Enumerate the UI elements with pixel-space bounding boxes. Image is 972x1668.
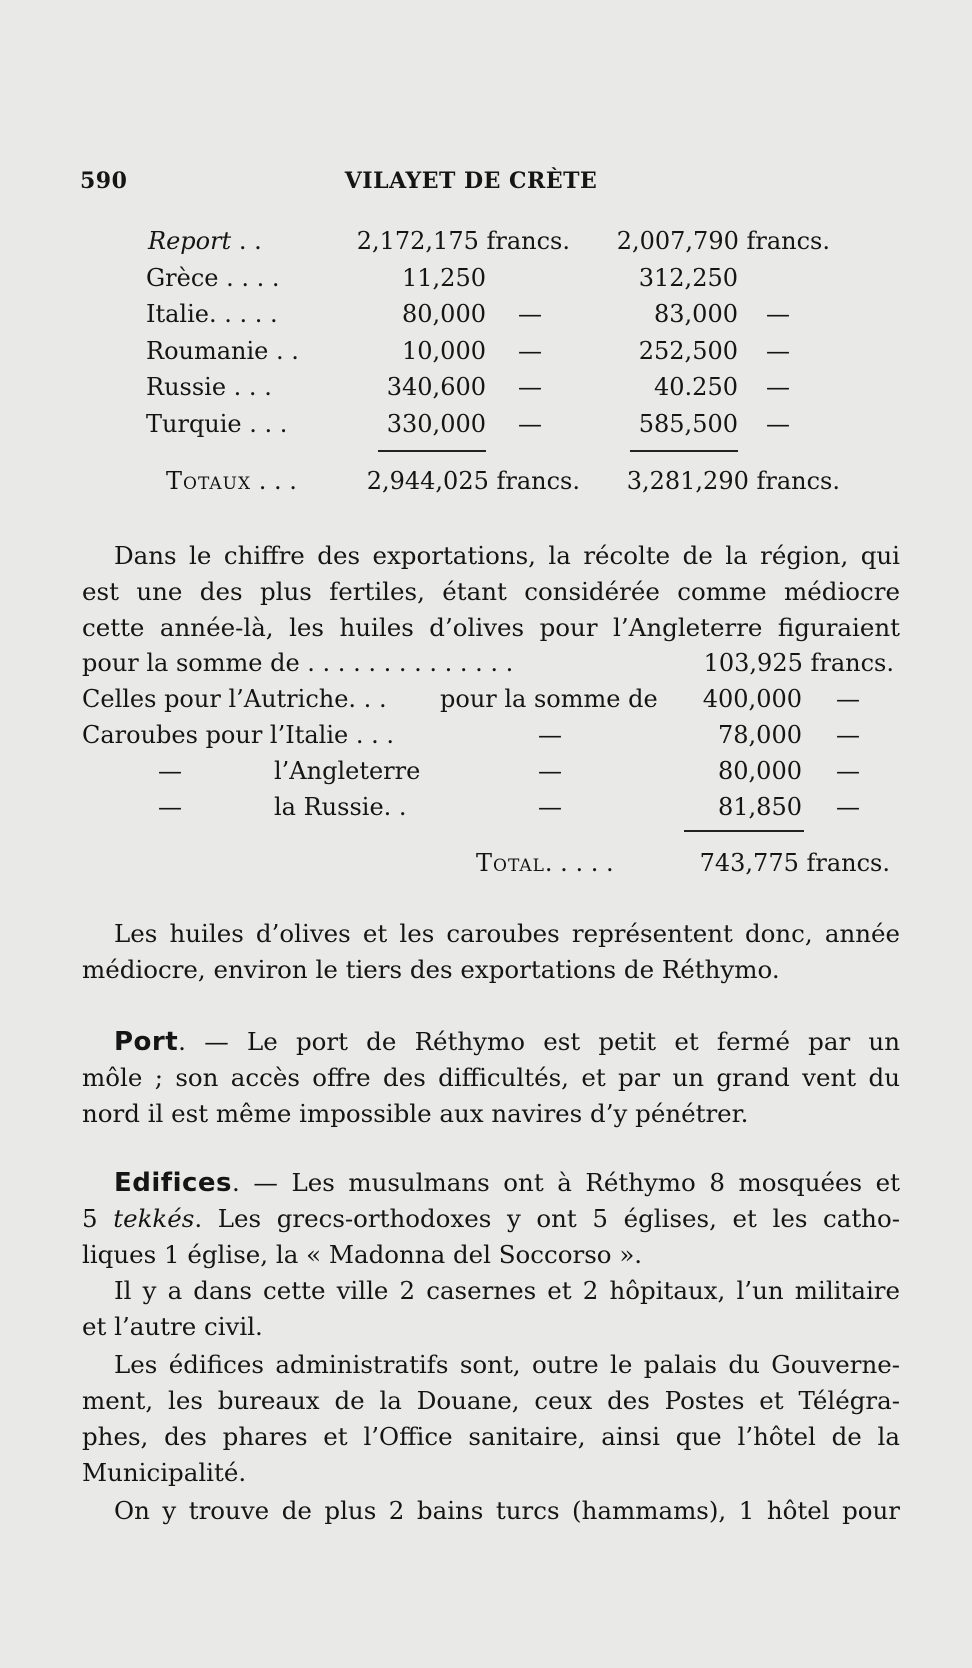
row-dots: . . (268, 337, 299, 365)
ditto-dash: — (766, 300, 790, 328)
table-row (148, 226, 262, 256)
page-number: 590 (80, 168, 128, 194)
row-value-1: 340,600 (386, 373, 486, 401)
table-row-mid: — (538, 757, 562, 785)
ditto-dash: — (158, 793, 182, 821)
text-line: Les huiles d’olives et les caroubes représentent donc, année (114, 919, 900, 948)
text-run: . — Le port de Réthymo est petit et fermé par un (178, 1027, 900, 1056)
table-row (146, 336, 299, 366)
ditto-dash: — (518, 410, 542, 438)
row-label: Report (148, 227, 232, 255)
table-row-value: 400,000 (702, 685, 802, 713)
text-run: . Les grecs-orthodoxes y ont 5 églises, et les catho- (194, 1204, 900, 1233)
port-section (82, 1024, 900, 1132)
table-row-label: Caroubes pour l’Italie . . . (82, 721, 394, 749)
row-value-1: 2,172,175 francs. (356, 227, 570, 255)
table-row-mid: pour la somme de (440, 685, 658, 713)
total-row (476, 848, 614, 878)
admin-buildings-paragraph (82, 1347, 900, 1491)
text-line: liques 1 église, la « Madonna del Soccorso ». (82, 1240, 643, 1269)
totals-row (166, 466, 297, 496)
text-line: Il y a dans cette ville 2 casernes et 2 hôpitaux, l’un militaire (114, 1276, 900, 1305)
text-line (82, 1201, 900, 1237)
table-row (146, 299, 278, 329)
ditto-dash: — (766, 410, 790, 438)
totals-value-2: 3,281,290 francs. (626, 467, 840, 495)
totals-value-1: 2,944,025 francs. (366, 467, 580, 495)
row-dots: . . . . . (209, 300, 278, 328)
row-dots: . . . . (218, 264, 280, 292)
text-line (82, 1024, 900, 1060)
sum-rule (684, 830, 804, 832)
totals-label: Totaux (166, 467, 252, 495)
sum-rule (378, 450, 486, 452)
edifices-section (82, 1165, 900, 1273)
text-line: est une des plus fertiles, étant considérée comme médiocre (82, 577, 900, 606)
row-value-2: 585,500 (638, 410, 738, 438)
row-label: Grèce (146, 264, 219, 292)
row-dots: . . (231, 227, 262, 255)
table-row-value: 103,925 francs. (703, 649, 894, 677)
table-row-value: 78,000 (718, 721, 802, 749)
text-line: cette année-là, les huiles d’olives pour l’Angleterre figuraient (82, 613, 900, 642)
sum-rule (630, 450, 738, 452)
row-dots: . . . (241, 410, 288, 438)
table-row (146, 409, 287, 439)
row-label: Italie (146, 300, 209, 328)
row-value-1: 80,000 (402, 300, 486, 328)
ditto-dash: — (518, 373, 542, 401)
row-value-1: 330,000 (386, 410, 486, 438)
ditto-dash: — (836, 685, 860, 713)
table-row-mid: — (538, 721, 562, 749)
baths-paragraph (82, 1493, 900, 1529)
summary-paragraph (82, 916, 900, 988)
text-line: Dans le chiffre des exportations, la récolte de la région, qui (114, 541, 900, 570)
text-line: et l’autre civil. (82, 1312, 263, 1341)
table-row-value: 80,000 (718, 757, 802, 785)
table-row-label: l’Angleterre (274, 757, 421, 785)
ditto-dash: — (766, 373, 790, 401)
text-line: médiocre, environ le tiers des exportations de Réthymo. (82, 955, 780, 984)
text-line: nord il est même impossible aux navires d’y pénétrer. (82, 1099, 749, 1128)
ditto-dash: — (518, 337, 542, 365)
row-value-2: 83,000 (654, 300, 738, 328)
ditto-dash: — (518, 300, 542, 328)
row-dots: . . . (258, 467, 297, 495)
row-dots: . . . . . (544, 849, 614, 877)
text-line: môle ; son accès offre des difficultés, et par un grand vent du (82, 1063, 900, 1092)
row-label: Roumanie (146, 337, 269, 365)
table-row (146, 263, 280, 293)
table-row (146, 372, 272, 402)
table-row-label: pour la somme de . . . . . . . . . . . . . . (82, 649, 514, 677)
ditto-dash: — (158, 757, 182, 785)
row-value-2: 312,250 (638, 264, 738, 292)
row-value-2: 2,007,790 francs. (616, 227, 830, 255)
row-value-1: 11,250 (402, 264, 486, 292)
exports-paragraph (82, 538, 900, 646)
row-label: Russie (146, 373, 227, 401)
text-run: . — Les musulmans ont à Réthymo 8 mosquées et (232, 1168, 900, 1197)
ditto-dash: — (836, 721, 860, 749)
row-value-2: 252,500 (638, 337, 738, 365)
ditto-dash: — (766, 337, 790, 365)
text-run: 5 (82, 1204, 114, 1233)
text-line: phes, des phares et l’Office sanitaire, ainsi que l’hôtel de la (82, 1422, 900, 1451)
row-dots: . . . (226, 373, 272, 401)
section-heading: Port (114, 1027, 179, 1057)
barracks-paragraph (82, 1273, 900, 1345)
ditto-dash: — (836, 757, 860, 785)
italic-term: tekkés (113, 1204, 195, 1233)
table-row-value: 81,850 (718, 793, 802, 821)
text-line (82, 1165, 900, 1201)
table-row-label: la Russie. . (274, 793, 407, 821)
row-label: Turquie (146, 410, 242, 438)
text-line: Les édifices administratifs sont, outre le palais du Gouverne- (114, 1350, 900, 1379)
ditto-dash: — (836, 793, 860, 821)
running-title: VILAYET DE CRÈTE (344, 168, 598, 194)
total-value: 743,775 francs. (699, 849, 890, 877)
text-line: ment, les bureaux de la Douane, ceux des Postes et Télégra- (82, 1386, 900, 1415)
total-label: Total (476, 849, 545, 877)
table-row-mid: — (538, 793, 562, 821)
row-value-1: 10,000 (402, 337, 486, 365)
text-line: Municipalité. (82, 1458, 247, 1487)
text-line: On y trouve de plus 2 bains turcs (hammams), 1 hôtel pour (114, 1496, 900, 1525)
table-row-label: Celles pour l’Autriche. . . (82, 685, 387, 713)
row-value-2: 40.250 (654, 373, 738, 401)
section-heading: Edifices (114, 1168, 233, 1198)
